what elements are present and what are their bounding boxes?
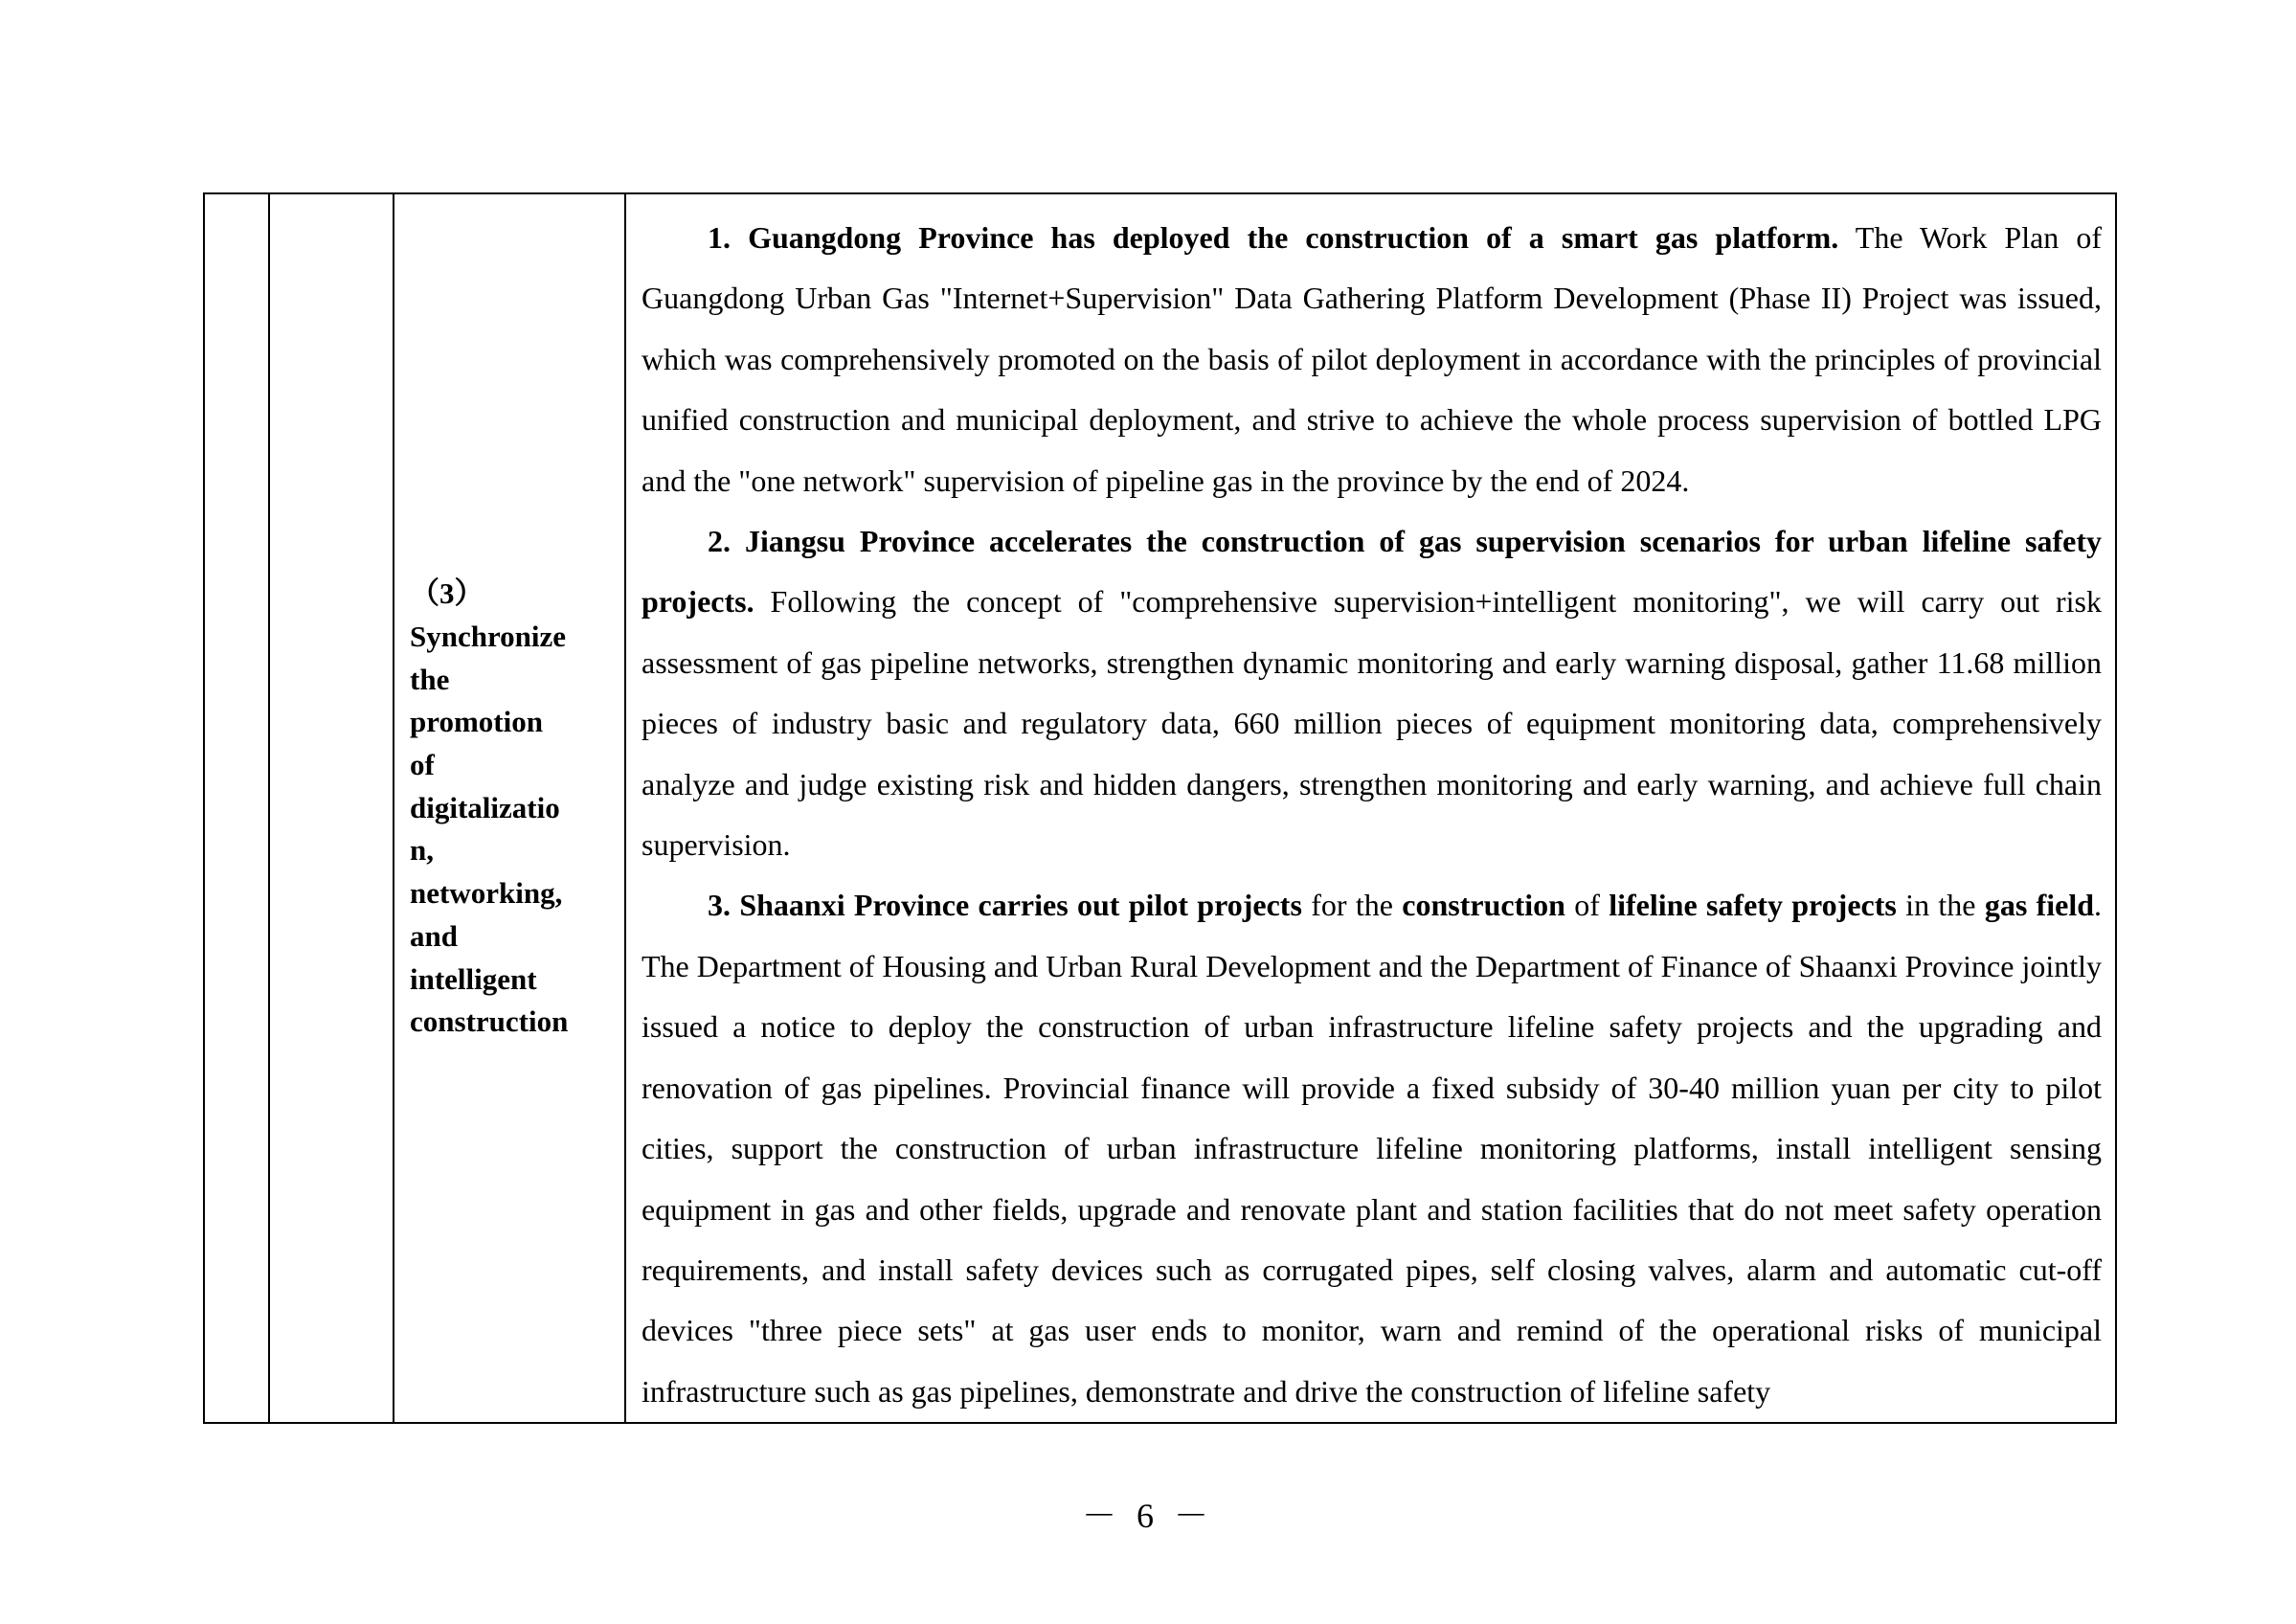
paragraph-text: in the bbox=[1896, 888, 1985, 923]
content-cell bbox=[625, 193, 2116, 1423]
paragraph-jiangsu bbox=[642, 511, 2102, 875]
paragraph-bold: gas field bbox=[1984, 888, 2095, 923]
section-number: （3） bbox=[410, 576, 484, 611]
heading-line: of bbox=[410, 748, 435, 781]
paragraph-shaanxi bbox=[642, 875, 2102, 1422]
heading-line: n, bbox=[410, 833, 434, 868]
heading-line: Synchronize bbox=[410, 619, 567, 653]
document-table bbox=[203, 192, 2117, 1424]
paragraph-bold: lifeline safety projects bbox=[1609, 888, 1897, 923]
paragraph-bold-lead: 2. Jiangsu Province accelerates the construction of gas supervision scenarios for urban lifeline safety projects. bbox=[642, 524, 2102, 620]
heading-line: promotion bbox=[410, 705, 543, 739]
table-row bbox=[204, 193, 2116, 1423]
section-heading-cell bbox=[394, 193, 625, 1423]
paragraph-bold: construction bbox=[1402, 888, 1565, 923]
heading-line: and bbox=[410, 918, 458, 953]
paragraph-bold-lead: 3. Shaanxi Province carries out pilot projects bbox=[708, 888, 1302, 923]
paragraph-text: Following the concept of "comprehensive supervision+intelligent monitoring", we will carry out risk assessment of gas pipeline networks, strengthen dynamic monitoring and early warning disposal, gather 11.68 million pieces of industry basic and regulatory data, 660 million pieces of equipment monitoring data, comprehensively analyze and judge existing risk and hidden dangers, strengthen monitoring and early warning, and achieve full chain supervision. bbox=[642, 584, 2102, 863]
paragraph-bold-lead: 1. Guangdong Province has deployed the construction of a smart gas platform. bbox=[708, 220, 1839, 255]
paragraph-text: for the bbox=[1301, 888, 1403, 923]
paragraph-guangdong bbox=[642, 208, 2102, 511]
heading-line: networking, bbox=[410, 876, 563, 911]
heading-line: digitalizatio bbox=[410, 790, 560, 824]
page-number: － 6 － bbox=[1081, 1497, 1214, 1535]
paragraph-text: The Work Plan of Guangdong Urban Gas "Internet+Supervision" Data Gathering Platform Development (Phase II) Project was issued, which was comprehensively promoted on the basis of pilot deployment in accordance with the principles of provincial unified construction and municipal deployment, and strive to achieve the whole process supervision of bottled LPG and the "one network" supervision of pipeline gas in the province by the end of 2024. bbox=[642, 220, 2103, 498]
empty-cell-1 bbox=[204, 193, 269, 1423]
empty-cell-2 bbox=[269, 193, 394, 1423]
heading-line: intelligent bbox=[410, 961, 537, 996]
paragraph-text: of bbox=[1564, 888, 1609, 923]
paragraph-text: . The Department of Housing and Urban Rural Development and the Department of Finance of Shaanxi Province jointly issued a notice to deploy the construction of urban infrastructure lifeline safety projects and the upgrading and renovation of gas pipelines. Provincial finance will provide a fixed subsidy of 30-40 million yuan per city to pilot cities, support the construction of urban infrastructure lifeline monitoring platforms, install intelligent sensing equipment in gas and other fields, upgrade and renovate plant and station facilities that do not meet safety operation requirements, and install safety devices such as corrugated pipes, self closing valves, alarm and automatic cut-off devices "three piece sets" at gas user ends to monitor, warn and remind of the operational risks of municipal infrastructure such as gas pipelines, demonstrate and drive the construction of lifeline safety bbox=[642, 888, 2103, 1409]
heading-line: construction bbox=[410, 1004, 569, 1039]
heading-line: the bbox=[410, 662, 450, 696]
